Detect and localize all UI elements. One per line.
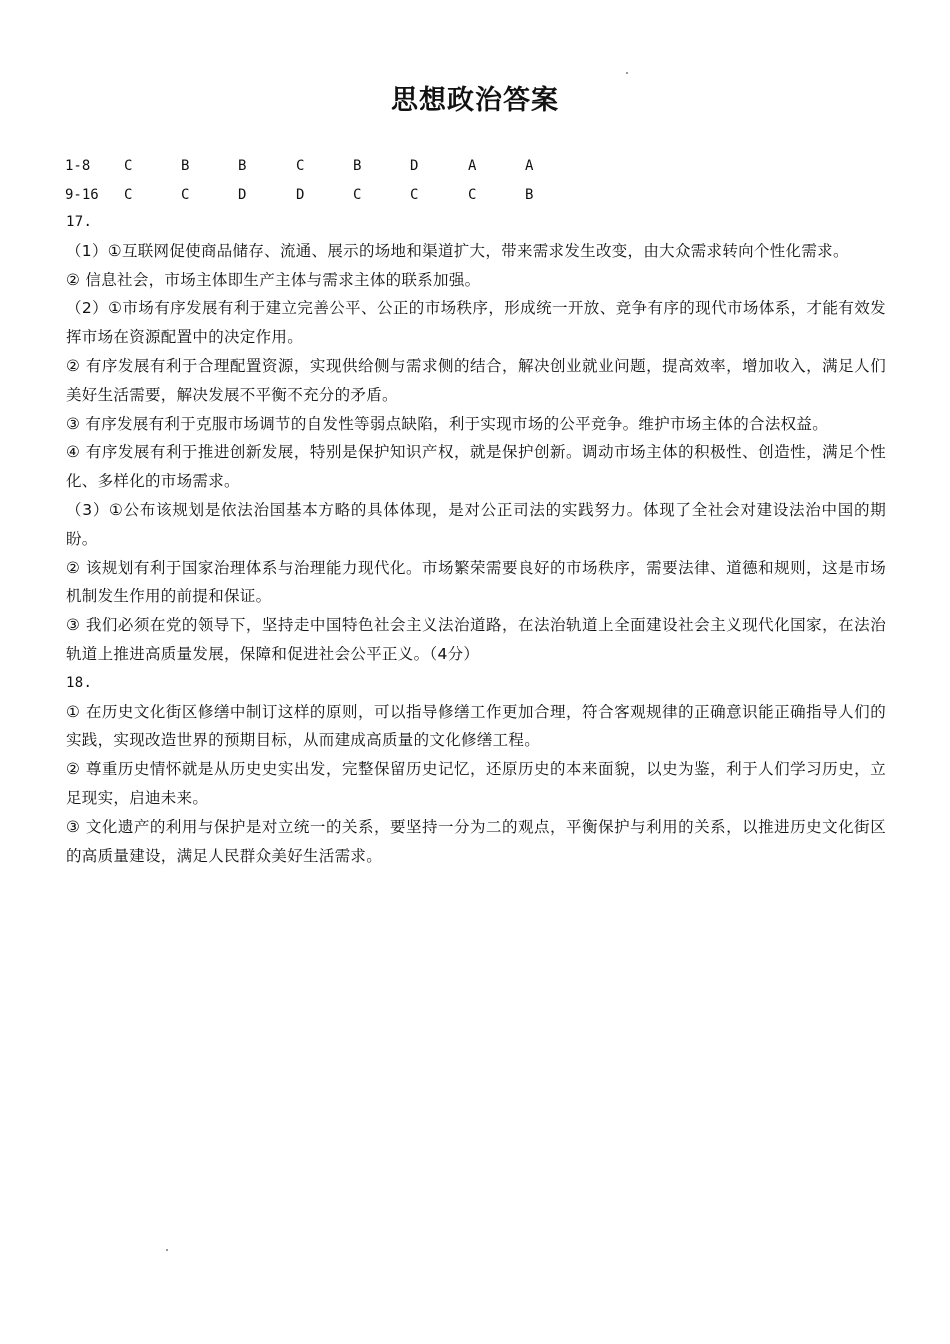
q17-part2-point3: ③ 有序发展有利于克服市场调节的自发性等弱点缺陷，利于实现市场的公平竞争。维护市场主体的合法权益。 [66,414,829,433]
mc-answer: C [353,187,362,203]
mc-answer: C [410,187,419,203]
q17-part1-point2: ② 信息社会，市场主体即生产主体与需求主体的联系加强。 [66,270,481,289]
mc-answer: C [124,158,133,174]
mc-answer: C [181,187,190,203]
answer-content [66,208,886,870]
mc-answer: A [525,158,534,174]
q18-point2: ② 尊重历史情怀就是从历史史实出发，完整保留历史记忆，还原历史的本来面貌，以史为鉴，利于人们学习历史，立足现实，启迪未来。 [66,760,886,807]
q17-part2-point2: ② 有序发展有利于合理配置资源，实现供给侧与需求侧的结合，解决创业就业问题，提高效率，增加收入，满足人们美好生活需要，解决发展不平衡不充分的矛盾。 [66,356,886,404]
mc-answer: D [296,187,305,203]
mc-answer: C [296,158,305,174]
mc-answer: B [353,158,362,174]
mc-answer: B [181,158,190,174]
mc-range-label: 1-8 [65,158,91,174]
page-title: 思想政治答案 [391,85,559,116]
mc-answer: B [238,158,247,174]
question-17-number: 17. [66,214,93,230]
q17-part2-point4: ④ 有序发展有利于推进创新发展，特别是保护知识产权，就是保护创新。调动市场主体的积极性、创造性，满足个性化、多样化的市场需求。 [66,443,886,491]
scan-mark-bottom [166,1249,168,1251]
q17-part3-point1: （3）①公布该规划是依法治国基本方略的具体体现，是对公正司法的实践努力。体现了全社会对建设法治中国的期盼。 [66,500,886,548]
q17-part3-point2: ② 该规划有利于国家治理体系与治理能力现代化。市场繁荣需要良好的市场秩序，需要法律、道德和规则，这是市场机制发生作用的前提和保证。 [66,558,886,606]
question-18-number: 18. [66,674,93,691]
mc-range-label: 9-16 [65,187,99,203]
q17-part1-point1: （1）①互联网促使商品储存、流通、展示的场地和渠道扩大，带来需求发生改变，由大众需求转向个性化需求。 [66,241,849,260]
scan-mark-top [626,72,628,74]
mc-answer: D [410,158,419,174]
mc-answer: C [468,187,477,203]
q17-part2-point1: （2）①市场有序发展有利于建立完善公平、公正的市场秩序，形成统一开放、竞争有序的现代市场体系，才能有效发挥市场在资源配置中的决定作用。 [66,299,886,347]
q18-point1: ① 在历史文化街区修缮中制订这样的原则，可以指导修缮工作更加合理，符合客观规律的正确意识能正确指导人们的实践，实现改造世界的预期目标，从而建成高质量的文化修缮工程。 [66,702,886,750]
mc-answer: A [468,158,477,174]
q17-part3-point3: ③ 我们必须在党的领导下，坚持走中国特色社会主义法治道路，在法治轨道上全面建设社会主义现代化国家，在法治轨道上推进高质量发展，保障和促进社会公平正义。（4分） [66,616,886,663]
mc-answer: D [238,187,247,203]
mc-answer: C [124,187,133,203]
q18-point3: ③ 文化遗产的利用与保护是对立统一的关系，要坚持一分为二的观点，平衡保护与利用的关系，以推进历史文化街区的高质量建设，满足人民群众美好生活需求。 [66,817,886,865]
mc-answer: B [525,187,534,203]
